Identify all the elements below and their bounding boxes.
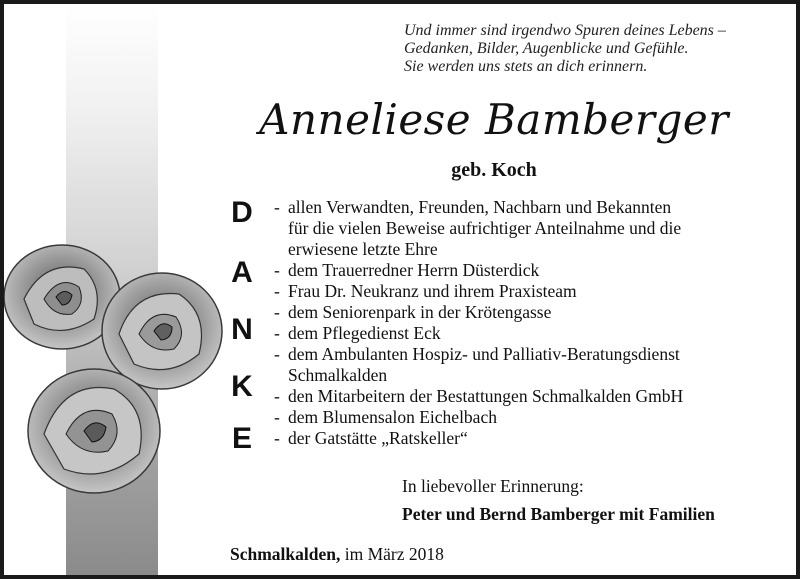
list-dash: -: [274, 260, 280, 280]
danke-letter: D: [231, 196, 253, 229]
deceased-name: Anneliese Bamberger: [259, 95, 729, 144]
remembrance-line: In liebevoller Erinnerung:: [402, 476, 584, 496]
roses-illustration: [4, 239, 234, 509]
list-dash: -: [274, 281, 280, 301]
thanks-item-line: dem Blumensalon Eichelbach: [288, 407, 497, 427]
danke-letter: N: [231, 313, 253, 346]
thanks-item-line: Frau Dr. Neukranz und ihrem Praxisteam: [288, 281, 577, 301]
quote-line: Sie werden uns stets an dich erinnern.: [404, 58, 648, 75]
thanks-item: [274, 386, 774, 407]
thanks-item: [274, 344, 774, 386]
thanks-item: [274, 281, 774, 302]
thanks-item-line: den Mitarbeitern der Bestattungen Schmalkalden GmbH: [288, 386, 684, 406]
thanks-item-line: dem Pflegedienst Eck: [288, 323, 441, 343]
list-dash: -: [274, 197, 280, 217]
thanks-item-line: für die vielen Beweise aufrichtiger Anteilnahme und die: [288, 218, 682, 238]
list-dash: -: [274, 302, 280, 322]
thanks-item-line: allen Verwandten, Freunden, Nachbarn und Bekannten: [288, 197, 672, 217]
list-dash: -: [274, 323, 280, 343]
list-dash: -: [274, 407, 280, 427]
thanks-list: [274, 197, 774, 449]
list-dash: -: [274, 386, 280, 406]
list-dash: -: [274, 428, 280, 448]
rose-right: [102, 273, 222, 389]
rose-bottom: [28, 369, 160, 493]
place-city: Schmalkalden,: [230, 544, 341, 564]
list-dash: -: [274, 344, 280, 364]
thanks-item: [274, 260, 774, 281]
thanks-item-line: dem Trauerredner Herrn Düsterdick: [288, 260, 540, 280]
thanks-item: [274, 428, 774, 449]
place-date: [230, 544, 444, 565]
place-date-text: im März 2018: [344, 544, 444, 564]
family-signature: Peter und Bernd Bamberger mit Familien: [402, 504, 715, 524]
thanks-item: [274, 407, 774, 428]
thanks-item-line: Schmalkalden: [288, 365, 388, 385]
maiden-name: geb. Koch: [451, 159, 537, 181]
quote-line: Gedanken, Bilder, Augenblicke und Gefühle.: [404, 40, 689, 57]
thanks-item-line: dem Ambulanten Hospiz- und Palliativ-Beratungsdienst: [288, 344, 680, 364]
quote-line: Und immer sind irgendwo Spuren deines Lebens –: [404, 22, 726, 39]
danke-letter: A: [231, 256, 253, 289]
memorial-quote: [404, 22, 784, 76]
danke-letter: E: [231, 422, 252, 455]
thanks-item-line: dem Seniorenpark in der Krötengasse: [288, 302, 552, 322]
danke-letter: K: [231, 370, 253, 403]
thanks-item-line: erwiesene letzte Ehre: [288, 239, 438, 259]
thanks-item: [274, 323, 774, 344]
thanks-item: [274, 302, 774, 323]
thanks-item: [274, 197, 774, 260]
thanks-item-line: der Gatstätte „Ratskeller“: [288, 428, 468, 448]
